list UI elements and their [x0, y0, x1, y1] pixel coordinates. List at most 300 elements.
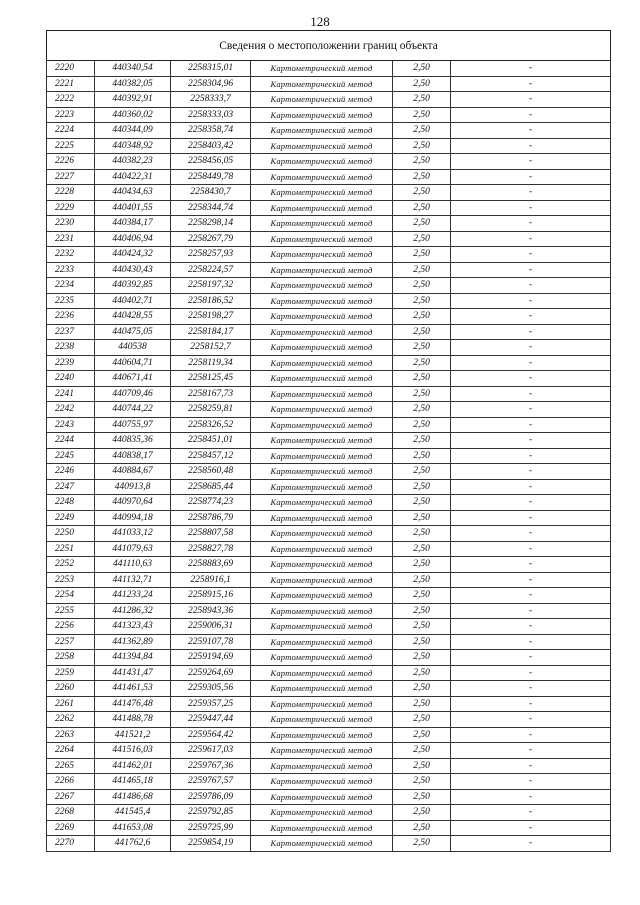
- method-cell: Картометрический метод: [251, 836, 393, 852]
- point-number-cell: 2229: [47, 200, 95, 216]
- note-cell: -: [451, 402, 611, 418]
- method-cell: Картометрический метод: [251, 76, 393, 92]
- x-coordinate-cell: 440538: [95, 340, 171, 356]
- point-number-cell: 2265: [47, 758, 95, 774]
- point-number-cell: 2242: [47, 402, 95, 418]
- table-row: [47, 355, 611, 371]
- y-coordinate-cell: 2259564,42: [171, 727, 251, 743]
- table-row: [47, 340, 611, 356]
- point-number-cell: 2267: [47, 789, 95, 805]
- y-coordinate-cell: 2258774,23: [171, 495, 251, 511]
- accuracy-cell: 2,50: [393, 464, 451, 480]
- table-row: [47, 417, 611, 433]
- method-cell: Картометрический метод: [251, 371, 393, 387]
- table-row: [47, 479, 611, 495]
- table-row: [47, 696, 611, 712]
- note-cell: -: [451, 495, 611, 511]
- point-number-cell: 2244: [47, 433, 95, 449]
- note-cell: -: [451, 557, 611, 573]
- point-number-cell: 2233: [47, 262, 95, 278]
- table-row: [47, 650, 611, 666]
- x-coordinate-cell: 440430,43: [95, 262, 171, 278]
- table-body: [47, 61, 611, 852]
- method-cell: Картометрический метод: [251, 557, 393, 573]
- point-number-cell: 2260: [47, 681, 95, 697]
- note-cell: -: [451, 216, 611, 232]
- accuracy-cell: 2,50: [393, 479, 451, 495]
- method-cell: Картометрический метод: [251, 216, 393, 232]
- accuracy-cell: 2,50: [393, 324, 451, 340]
- y-coordinate-cell: 2259006,31: [171, 619, 251, 635]
- point-number-cell: 2261: [47, 696, 95, 712]
- point-number-cell: 2245: [47, 448, 95, 464]
- accuracy-cell: 2,50: [393, 200, 451, 216]
- accuracy-cell: 2,50: [393, 681, 451, 697]
- point-number-cell: 2266: [47, 774, 95, 790]
- note-cell: -: [451, 634, 611, 650]
- table-row: [47, 433, 611, 449]
- method-cell: Картометрический метод: [251, 123, 393, 139]
- table-row: [47, 727, 611, 743]
- y-coordinate-cell: 2259194,69: [171, 650, 251, 666]
- table-row: [47, 603, 611, 619]
- note-cell: -: [451, 681, 611, 697]
- accuracy-cell: 2,50: [393, 76, 451, 92]
- method-cell: Картометрический метод: [251, 619, 393, 635]
- accuracy-cell: 2,50: [393, 448, 451, 464]
- accuracy-cell: 2,50: [393, 805, 451, 821]
- accuracy-cell: 2,50: [393, 510, 451, 526]
- method-cell: Картометрический метод: [251, 92, 393, 108]
- note-cell: -: [451, 758, 611, 774]
- point-number-cell: 2221: [47, 76, 95, 92]
- table-row: [47, 758, 611, 774]
- point-number-cell: 2268: [47, 805, 95, 821]
- accuracy-cell: 2,50: [393, 774, 451, 790]
- table-row: [47, 805, 611, 821]
- accuracy-cell: 2,50: [393, 355, 451, 371]
- table-header-row: [47, 31, 611, 61]
- accuracy-cell: 2,50: [393, 758, 451, 774]
- point-number-cell: 2241: [47, 386, 95, 402]
- method-cell: Картометрический метод: [251, 743, 393, 759]
- method-cell: Картометрический метод: [251, 324, 393, 340]
- point-number-cell: 2223: [47, 107, 95, 123]
- y-coordinate-cell: 2258456,05: [171, 154, 251, 170]
- table-row: [47, 526, 611, 542]
- x-coordinate-cell: 441079,63: [95, 541, 171, 557]
- x-coordinate-cell: 441762,6: [95, 836, 171, 852]
- table-row: [47, 386, 611, 402]
- x-coordinate-cell: 441461,53: [95, 681, 171, 697]
- table-row: [47, 789, 611, 805]
- accuracy-cell: 2,50: [393, 123, 451, 139]
- x-coordinate-cell: 440709,46: [95, 386, 171, 402]
- y-coordinate-cell: 2258333,03: [171, 107, 251, 123]
- y-coordinate-cell: 2258326,52: [171, 417, 251, 433]
- accuracy-cell: 2,50: [393, 216, 451, 232]
- note-cell: -: [451, 743, 611, 759]
- x-coordinate-cell: 440884,67: [95, 464, 171, 480]
- table-row: [47, 76, 611, 92]
- y-coordinate-cell: 2258807,58: [171, 526, 251, 542]
- table-row: [47, 634, 611, 650]
- x-coordinate-cell: 441465,18: [95, 774, 171, 790]
- note-cell: -: [451, 526, 611, 542]
- method-cell: Картометрический метод: [251, 572, 393, 588]
- x-coordinate-cell: 440401,55: [95, 200, 171, 216]
- accuracy-cell: 2,50: [393, 278, 451, 294]
- note-cell: -: [451, 231, 611, 247]
- y-coordinate-cell: 2259357,25: [171, 696, 251, 712]
- accuracy-cell: 2,50: [393, 371, 451, 387]
- y-coordinate-cell: 2259767,36: [171, 758, 251, 774]
- table-row: [47, 278, 611, 294]
- table-row: [47, 836, 611, 852]
- y-coordinate-cell: 2258827,78: [171, 541, 251, 557]
- x-coordinate-cell: 440340,54: [95, 61, 171, 77]
- note-cell: -: [451, 727, 611, 743]
- method-cell: Картометрический метод: [251, 200, 393, 216]
- method-cell: Картометрический метод: [251, 758, 393, 774]
- x-coordinate-cell: 441516,03: [95, 743, 171, 759]
- method-cell: Картометрический метод: [251, 650, 393, 666]
- accuracy-cell: 2,50: [393, 588, 451, 604]
- y-coordinate-cell: 2259107,78: [171, 634, 251, 650]
- method-cell: Картометрический метод: [251, 712, 393, 728]
- table-row: [47, 293, 611, 309]
- accuracy-cell: 2,50: [393, 340, 451, 356]
- y-coordinate-cell: 2258186,52: [171, 293, 251, 309]
- accuracy-cell: 2,50: [393, 557, 451, 573]
- method-cell: Картометрический метод: [251, 433, 393, 449]
- y-coordinate-cell: 2258883,69: [171, 557, 251, 573]
- note-cell: -: [451, 820, 611, 836]
- point-number-cell: 2222: [47, 92, 95, 108]
- accuracy-cell: 2,50: [393, 107, 451, 123]
- table-row: [47, 448, 611, 464]
- method-cell: Картометрический метод: [251, 696, 393, 712]
- table-row: [47, 61, 611, 77]
- x-coordinate-cell: 441362,89: [95, 634, 171, 650]
- x-coordinate-cell: 441132,71: [95, 572, 171, 588]
- note-cell: -: [451, 696, 611, 712]
- accuracy-cell: 2,50: [393, 650, 451, 666]
- x-coordinate-cell: 440604,71: [95, 355, 171, 371]
- y-coordinate-cell: 2259725,99: [171, 820, 251, 836]
- table-row: [47, 154, 611, 170]
- note-cell: -: [451, 309, 611, 325]
- y-coordinate-cell: 2258257,93: [171, 247, 251, 263]
- y-coordinate-cell: 2258915,16: [171, 588, 251, 604]
- table-title: Сведения о местоположении границ объекта: [47, 31, 611, 61]
- point-number-cell: 2230: [47, 216, 95, 232]
- accuracy-cell: 2,50: [393, 293, 451, 309]
- point-number-cell: 2253: [47, 572, 95, 588]
- accuracy-cell: 2,50: [393, 169, 451, 185]
- note-cell: -: [451, 107, 611, 123]
- method-cell: Картометрический метод: [251, 169, 393, 185]
- method-cell: Картометрический метод: [251, 495, 393, 511]
- point-number-cell: 2262: [47, 712, 95, 728]
- x-coordinate-cell: 441486,68: [95, 789, 171, 805]
- note-cell: -: [451, 247, 611, 263]
- x-coordinate-cell: 440360,02: [95, 107, 171, 123]
- note-cell: -: [451, 371, 611, 387]
- method-cell: Картометрический метод: [251, 340, 393, 356]
- accuracy-cell: 2,50: [393, 712, 451, 728]
- accuracy-cell: 2,50: [393, 665, 451, 681]
- table-row: [47, 324, 611, 340]
- table-row: [47, 681, 611, 697]
- accuracy-cell: 2,50: [393, 154, 451, 170]
- method-cell: Картометрический метод: [251, 417, 393, 433]
- method-cell: Картометрический метод: [251, 402, 393, 418]
- method-cell: Картометрический метод: [251, 278, 393, 294]
- point-number-cell: 2264: [47, 743, 95, 759]
- table-row: [47, 572, 611, 588]
- method-cell: Картометрический метод: [251, 634, 393, 650]
- x-coordinate-cell: 440913,8: [95, 479, 171, 495]
- method-cell: Картометрический метод: [251, 107, 393, 123]
- x-coordinate-cell: 440382,23: [95, 154, 171, 170]
- accuracy-cell: 2,50: [393, 185, 451, 201]
- note-cell: -: [451, 355, 611, 371]
- method-cell: Картометрический метод: [251, 510, 393, 526]
- y-coordinate-cell: 2258184,17: [171, 324, 251, 340]
- x-coordinate-cell: 441033,12: [95, 526, 171, 542]
- y-coordinate-cell: 2258333,7: [171, 92, 251, 108]
- table-row: [47, 107, 611, 123]
- method-cell: Картометрический метод: [251, 448, 393, 464]
- x-coordinate-cell: 441476,48: [95, 696, 171, 712]
- x-coordinate-cell: 441286,32: [95, 603, 171, 619]
- x-coordinate-cell: 440424,32: [95, 247, 171, 263]
- accuracy-cell: 2,50: [393, 138, 451, 154]
- method-cell: Картометрический метод: [251, 262, 393, 278]
- table-row: [47, 774, 611, 790]
- note-cell: -: [451, 650, 611, 666]
- method-cell: Картометрический метод: [251, 309, 393, 325]
- note-cell: -: [451, 61, 611, 77]
- point-number-cell: 2220: [47, 61, 95, 77]
- point-number-cell: 2270: [47, 836, 95, 852]
- accuracy-cell: 2,50: [393, 402, 451, 418]
- x-coordinate-cell: 441521,2: [95, 727, 171, 743]
- note-cell: -: [451, 185, 611, 201]
- x-coordinate-cell: 440744,22: [95, 402, 171, 418]
- point-number-cell: 2243: [47, 417, 95, 433]
- table-row: [47, 743, 611, 759]
- accuracy-cell: 2,50: [393, 61, 451, 77]
- method-cell: Картометрический метод: [251, 138, 393, 154]
- method-cell: Картометрический метод: [251, 479, 393, 495]
- accuracy-cell: 2,50: [393, 619, 451, 635]
- note-cell: -: [451, 278, 611, 294]
- x-coordinate-cell: 440392,91: [95, 92, 171, 108]
- point-number-cell: 2232: [47, 247, 95, 263]
- table-row: [47, 510, 611, 526]
- x-coordinate-cell: 441233,24: [95, 588, 171, 604]
- accuracy-cell: 2,50: [393, 572, 451, 588]
- y-coordinate-cell: 2259792,85: [171, 805, 251, 821]
- note-cell: -: [451, 805, 611, 821]
- accuracy-cell: 2,50: [393, 727, 451, 743]
- point-number-cell: 2227: [47, 169, 95, 185]
- table-row: [47, 123, 611, 139]
- x-coordinate-cell: 441462,01: [95, 758, 171, 774]
- point-number-cell: 2258: [47, 650, 95, 666]
- point-number-cell: 2225: [47, 138, 95, 154]
- point-number-cell: 2231: [47, 231, 95, 247]
- accuracy-cell: 2,50: [393, 247, 451, 263]
- y-coordinate-cell: 2258344,74: [171, 200, 251, 216]
- x-coordinate-cell: 440994,18: [95, 510, 171, 526]
- table-row: [47, 541, 611, 557]
- accuracy-cell: 2,50: [393, 820, 451, 836]
- method-cell: Картометрический метод: [251, 681, 393, 697]
- method-cell: Картометрический метод: [251, 665, 393, 681]
- y-coordinate-cell: 2258916,1: [171, 572, 251, 588]
- table-row: [47, 665, 611, 681]
- method-cell: Картометрический метод: [251, 231, 393, 247]
- note-cell: -: [451, 293, 611, 309]
- x-coordinate-cell: 440755,97: [95, 417, 171, 433]
- y-coordinate-cell: 2258685,44: [171, 479, 251, 495]
- method-cell: Картометрический метод: [251, 603, 393, 619]
- point-number-cell: 2236: [47, 309, 95, 325]
- x-coordinate-cell: 441394,84: [95, 650, 171, 666]
- x-coordinate-cell: 441110,63: [95, 557, 171, 573]
- x-coordinate-cell: 440384,17: [95, 216, 171, 232]
- y-coordinate-cell: 2259786,09: [171, 789, 251, 805]
- note-cell: -: [451, 262, 611, 278]
- note-cell: -: [451, 154, 611, 170]
- accuracy-cell: 2,50: [393, 526, 451, 542]
- method-cell: Картометрический метод: [251, 247, 393, 263]
- method-cell: Картометрический метод: [251, 526, 393, 542]
- method-cell: Картометрический метод: [251, 464, 393, 480]
- table-row: [47, 231, 611, 247]
- y-coordinate-cell: 2258943,36: [171, 603, 251, 619]
- point-number-cell: 2259: [47, 665, 95, 681]
- note-cell: -: [451, 588, 611, 604]
- table-row: [47, 138, 611, 154]
- accuracy-cell: 2,50: [393, 92, 451, 108]
- x-coordinate-cell: 441323,43: [95, 619, 171, 635]
- table-row: [47, 820, 611, 836]
- accuracy-cell: 2,50: [393, 433, 451, 449]
- table-row: [47, 371, 611, 387]
- point-number-cell: 2263: [47, 727, 95, 743]
- accuracy-cell: 2,50: [393, 836, 451, 852]
- method-cell: Картометрический метод: [251, 588, 393, 604]
- table-row: [47, 557, 611, 573]
- x-coordinate-cell: 440344,09: [95, 123, 171, 139]
- note-cell: -: [451, 138, 611, 154]
- table-row: [47, 247, 611, 263]
- accuracy-cell: 2,50: [393, 386, 451, 402]
- point-number-cell: 2226: [47, 154, 95, 170]
- y-coordinate-cell: 2258449,78: [171, 169, 251, 185]
- accuracy-cell: 2,50: [393, 262, 451, 278]
- point-number-cell: 2234: [47, 278, 95, 294]
- method-cell: Картометрический метод: [251, 386, 393, 402]
- note-cell: -: [451, 665, 611, 681]
- y-coordinate-cell: 2259305,56: [171, 681, 251, 697]
- x-coordinate-cell: 440671,41: [95, 371, 171, 387]
- method-cell: Картометрический метод: [251, 820, 393, 836]
- x-coordinate-cell: 441431,47: [95, 665, 171, 681]
- accuracy-cell: 2,50: [393, 634, 451, 650]
- y-coordinate-cell: 2258457,12: [171, 448, 251, 464]
- x-coordinate-cell: 440392,85: [95, 278, 171, 294]
- note-cell: -: [451, 541, 611, 557]
- point-number-cell: 2235: [47, 293, 95, 309]
- note-cell: -: [451, 603, 611, 619]
- y-coordinate-cell: 2258167,73: [171, 386, 251, 402]
- accuracy-cell: 2,50: [393, 417, 451, 433]
- y-coordinate-cell: 2258451,01: [171, 433, 251, 449]
- point-number-cell: 2269: [47, 820, 95, 836]
- point-number-cell: 2251: [47, 541, 95, 557]
- method-cell: Картометрический метод: [251, 805, 393, 821]
- x-coordinate-cell: 440428,55: [95, 309, 171, 325]
- x-coordinate-cell: 440838,17: [95, 448, 171, 464]
- table-row: [47, 712, 611, 728]
- x-coordinate-cell: 440434,63: [95, 185, 171, 201]
- point-number-cell: 2224: [47, 123, 95, 139]
- y-coordinate-cell: 2258259,81: [171, 402, 251, 418]
- accuracy-cell: 2,50: [393, 541, 451, 557]
- y-coordinate-cell: 2259617,03: [171, 743, 251, 759]
- point-number-cell: 2249: [47, 510, 95, 526]
- table-row: [47, 619, 611, 635]
- y-coordinate-cell: 2259854,19: [171, 836, 251, 852]
- method-cell: Картометрический метод: [251, 727, 393, 743]
- accuracy-cell: 2,50: [393, 743, 451, 759]
- note-cell: -: [451, 774, 611, 790]
- accuracy-cell: 2,50: [393, 495, 451, 511]
- y-coordinate-cell: 2258298,14: [171, 216, 251, 232]
- table-row: [47, 309, 611, 325]
- point-number-cell: 2252: [47, 557, 95, 573]
- y-coordinate-cell: 2258430,7: [171, 185, 251, 201]
- y-coordinate-cell: 2259264,69: [171, 665, 251, 681]
- accuracy-cell: 2,50: [393, 603, 451, 619]
- x-coordinate-cell: 440422,31: [95, 169, 171, 185]
- point-number-cell: 2237: [47, 324, 95, 340]
- y-coordinate-cell: 2258197,32: [171, 278, 251, 294]
- method-cell: Картометрический метод: [251, 774, 393, 790]
- note-cell: -: [451, 123, 611, 139]
- note-cell: -: [451, 324, 611, 340]
- point-number-cell: 2228: [47, 185, 95, 201]
- table-row: [47, 464, 611, 480]
- note-cell: -: [451, 417, 611, 433]
- note-cell: -: [451, 200, 611, 216]
- table-row: [47, 588, 611, 604]
- note-cell: -: [451, 433, 611, 449]
- table-row: [47, 262, 611, 278]
- method-cell: Картометрический метод: [251, 293, 393, 309]
- table-row: [47, 402, 611, 418]
- x-coordinate-cell: 440382,05: [95, 76, 171, 92]
- table-row: [47, 495, 611, 511]
- y-coordinate-cell: 2258304,96: [171, 76, 251, 92]
- method-cell: Картометрический метод: [251, 154, 393, 170]
- accuracy-cell: 2,50: [393, 789, 451, 805]
